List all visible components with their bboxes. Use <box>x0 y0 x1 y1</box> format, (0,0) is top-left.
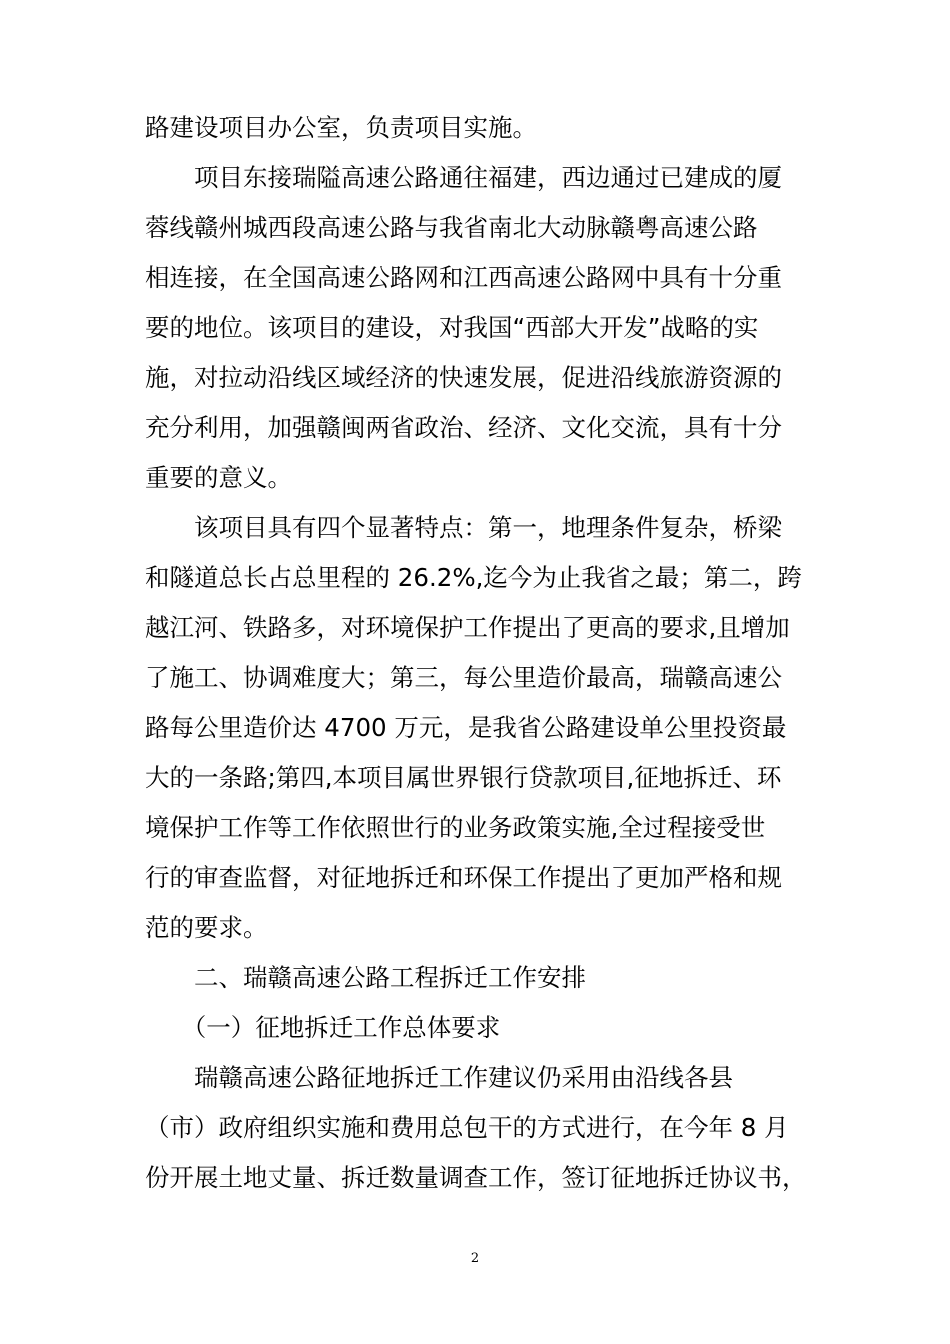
text-line: 要的地位。该项目的建设，对我国“西部大开发”战略的实 <box>145 313 759 342</box>
text-line: 路每公里造价达 4700 万元，是我省公路建设单公里投资最 <box>145 713 787 742</box>
text-line: 份开展土地丈量、拆迁数量调查工作，签订征地拆迁协议书， <box>145 1163 807 1192</box>
text-line: 行的审查监督，对征地拆迁和环保工作提出了更加严格和规 <box>145 863 782 892</box>
text-line: 重要的意义。 <box>145 463 292 492</box>
text-line: 大的一条路;第四,本项目属世界银行贷款项目,征地拆迁、环 <box>145 763 782 792</box>
text-line: 充分利用，加强赣闽两省政治、经济、文化交流，具有十分 <box>145 413 782 442</box>
text-line: 施，对拉动沿线区域经济的快速发展，促进沿线旅游资源的 <box>145 363 782 392</box>
text-line: 蓉线赣州城西段高速公路与我省南北大动脉赣粤高速公路 <box>145 213 758 242</box>
section-heading: 二、瑞赣高速公路工程拆迁工作安排 <box>145 963 586 992</box>
text-line: 该项目具有四个显著特点：第一，地理条件复杂，桥梁 <box>145 513 782 542</box>
text-line: 瑞赣高速公路征地拆迁工作建议仍采用由沿线各县 <box>145 1063 733 1092</box>
text-line: 路建设项目办公室，负责项目实施。 <box>145 113 537 142</box>
text-line: 和隧道总长占总里程的 26.2%,迄今为止我省之最；第二，跨 <box>145 563 802 592</box>
text-line: 项目东接瑞隘高速公路通往福建，西边通过已建成的厦 <box>145 163 782 192</box>
text-line: 越江河、铁路多，对环境保护工作提出了更高的要求,且增加 <box>145 613 790 642</box>
subsection-heading: （一）征地拆迁工作总体要求 <box>145 1013 501 1042</box>
text-line: （市）政府组织实施和费用总包干的方式进行，在今年 8 月 <box>145 1113 789 1142</box>
text-line: 范的要求。 <box>145 913 268 942</box>
page-number: 2 <box>470 1251 480 1266</box>
text-line: 境保护工作等工作依照世行的业务政策实施,全过程接受世 <box>145 813 766 842</box>
text-line: 相连接，在全国高速公路网和江西高速公路网中具有十分重 <box>145 263 782 292</box>
text-line: 了施工、协调难度大；第三，每公里造价最高，瑞赣高速公 <box>145 663 782 692</box>
